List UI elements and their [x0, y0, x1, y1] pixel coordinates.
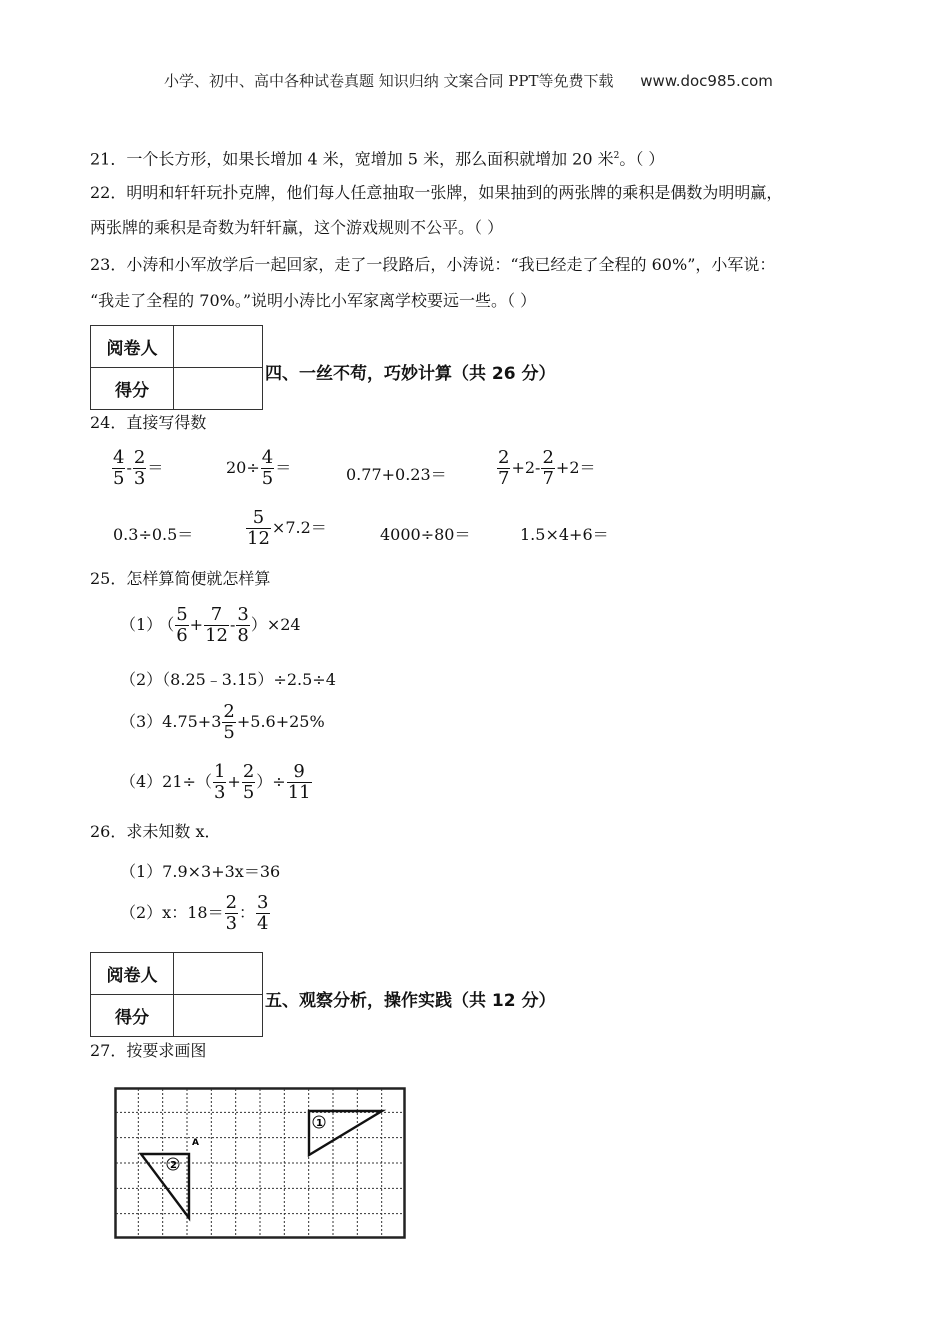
question-27-title: 27．按要求画图 — [90, 1041, 207, 1060]
q24-expr-6 — [245, 508, 327, 549]
numerator: 3 — [257, 892, 269, 913]
fraction — [225, 893, 238, 934]
score-box-2 — [90, 952, 263, 1037]
triangle-1-label: 1 — [316, 1118, 323, 1129]
denominator: 5 — [113, 468, 125, 490]
fraction — [222, 702, 235, 743]
reviewer-blank[interactable] — [174, 953, 263, 995]
q24-expr-3: 0.77+0.23＝ — [346, 465, 447, 484]
fraction — [246, 508, 271, 549]
expr-prefix: （2）x：18＝ — [120, 903, 224, 923]
question-23-line1: 23．小涛和小军放学后一起回家，走了一段路后，小涛说：“我已经走了全程的 60%”，小军说： — [90, 255, 776, 274]
q25-part-3 — [120, 702, 325, 743]
q24-expr-2 — [226, 448, 291, 489]
fraction — [204, 605, 229, 646]
fraction — [261, 448, 274, 489]
denominator: 3 — [225, 913, 238, 935]
expr-prefix: （4）21÷（ — [120, 772, 212, 792]
denominator: 12 — [247, 528, 270, 550]
point-a-label: A — [192, 1138, 199, 1148]
fraction — [242, 762, 255, 803]
q21-paren: 。（ ） — [619, 149, 665, 169]
numerator: 4 — [113, 447, 125, 468]
equals: ＝ — [275, 458, 292, 478]
reviewer-label: 阅卷人 — [91, 953, 174, 995]
question-24-title: 24．直接写得数 — [90, 413, 207, 432]
part-label: （1） — [120, 615, 163, 635]
triangle-2 — [141, 1154, 189, 1218]
numerator: 5 — [176, 604, 188, 625]
section-5-title: 五、观察分析，操作实践（共 12 分） — [265, 991, 556, 1011]
q24-expr-8: 1.5×4+6＝ — [520, 525, 609, 544]
numerator: 3 — [237, 604, 249, 625]
section-4-title: 四、一丝不苟，巧妙计算（共 26 分） — [265, 364, 556, 384]
expr-middle: +2- — [511, 458, 541, 478]
question-22-line2: 两张牌的乘积是奇数为轩轩赢，这个游戏规则不公平。（ ） — [90, 218, 504, 237]
q21-text: 21．一个长方形，如果长增加 4 米，宽增加 5 米，那么面积就增加 20 米 — [90, 149, 614, 169]
denominator: 4 — [257, 913, 269, 935]
expr-prefix: （3）4.75+3 — [120, 712, 222, 732]
denominator: 8 — [237, 625, 249, 647]
q24-expr-7: 4000÷80＝ — [380, 525, 471, 544]
numerator: 5 — [246, 508, 271, 529]
denominator: 5 — [261, 468, 274, 490]
q25-part-2: （2）（8.25﹣3.15）÷2.5÷4 — [120, 670, 336, 689]
q26-part-1: （1）7.9×3+3x＝36 — [120, 862, 281, 881]
score-blank[interactable] — [174, 368, 263, 410]
operator: - — [126, 458, 132, 478]
expr-suffix: +2＝ — [555, 458, 596, 478]
fraction — [213, 762, 226, 803]
q24-expr-1 — [111, 448, 163, 489]
operator: - — [229, 615, 236, 635]
expr-middle: ）÷ — [256, 772, 286, 792]
header-slogan: 小学、初中、高中各种试卷真题 知识归纳 文案合同 PPT等免费下载 — [164, 72, 614, 90]
expr-prefix: 20÷ — [226, 458, 260, 478]
fraction — [256, 893, 269, 934]
score-label: 得分 — [91, 995, 174, 1037]
fraction — [541, 448, 554, 489]
colon: ： — [239, 903, 256, 923]
operator: + — [189, 615, 204, 635]
triangle-2-label: 2 — [170, 1160, 177, 1171]
denominator: 5 — [223, 722, 235, 744]
fraction — [497, 448, 510, 489]
numerator: 9 — [287, 762, 312, 783]
score-label: 得分 — [91, 368, 174, 410]
open-paren: （ — [166, 615, 175, 635]
denominator: 5 — [242, 782, 255, 804]
q24-expr-4 — [496, 448, 596, 489]
numerator: 7 — [204, 605, 229, 626]
expr-suffix: ×7.2＝ — [271, 518, 327, 538]
denominator: 12 — [205, 625, 228, 647]
reviewer-label: 阅卷人 — [91, 326, 174, 368]
q25-part-1 — [120, 605, 301, 646]
numerator: 1 — [213, 761, 226, 782]
operator: + — [227, 772, 241, 792]
denominator: 3 — [213, 782, 226, 804]
numerator: 2 — [133, 447, 146, 468]
score-blank[interactable] — [174, 995, 263, 1037]
question-22-line1: 22．明明和轩轩玩扑克牌，他们每人任意抽取一张牌，如果抽到的两张牌的乘积是偶数为明明赢， — [90, 183, 783, 202]
denominator: 7 — [498, 468, 510, 490]
fraction — [175, 605, 188, 646]
q27-grid-figure — [114, 1087, 406, 1239]
question-26-title: 26．求未知数 x． — [90, 822, 221, 841]
fraction — [133, 448, 146, 489]
score-box-1 — [90, 325, 263, 410]
expr-suffix: ）×24 — [250, 615, 301, 635]
numerator: 2 — [542, 447, 554, 468]
header-site: www.doc985.com — [640, 72, 773, 90]
numerator: 2 — [223, 701, 235, 722]
numerator: 2 — [225, 892, 238, 913]
question-25-title: 25．怎样算简便就怎样算 — [90, 569, 271, 588]
denominator: 3 — [133, 468, 146, 490]
equals: ＝ — [147, 458, 164, 478]
expr-suffix: +5.6+25% — [236, 712, 325, 732]
q25-part-4 — [120, 762, 313, 803]
header-text — [164, 70, 773, 91]
question-23-line2: “我走了全程的 70%。”说明小涛比小军家离学校要远一些。（ ） — [90, 291, 537, 310]
fraction — [112, 448, 125, 489]
question-21 — [90, 146, 664, 169]
q21-sup: 2 — [613, 151, 620, 161]
denominator: 11 — [287, 782, 311, 804]
q26-part-2 — [120, 893, 271, 934]
q24-expr-5: 0.3÷0.5＝ — [113, 525, 194, 544]
reviewer-blank[interactable] — [174, 326, 263, 368]
numerator: 4 — [261, 447, 274, 468]
numerator: 2 — [498, 447, 510, 468]
numerator: 2 — [242, 761, 255, 782]
denominator: 6 — [176, 625, 188, 647]
fraction — [287, 762, 312, 803]
denominator: 7 — [542, 468, 554, 490]
fraction — [236, 605, 249, 646]
